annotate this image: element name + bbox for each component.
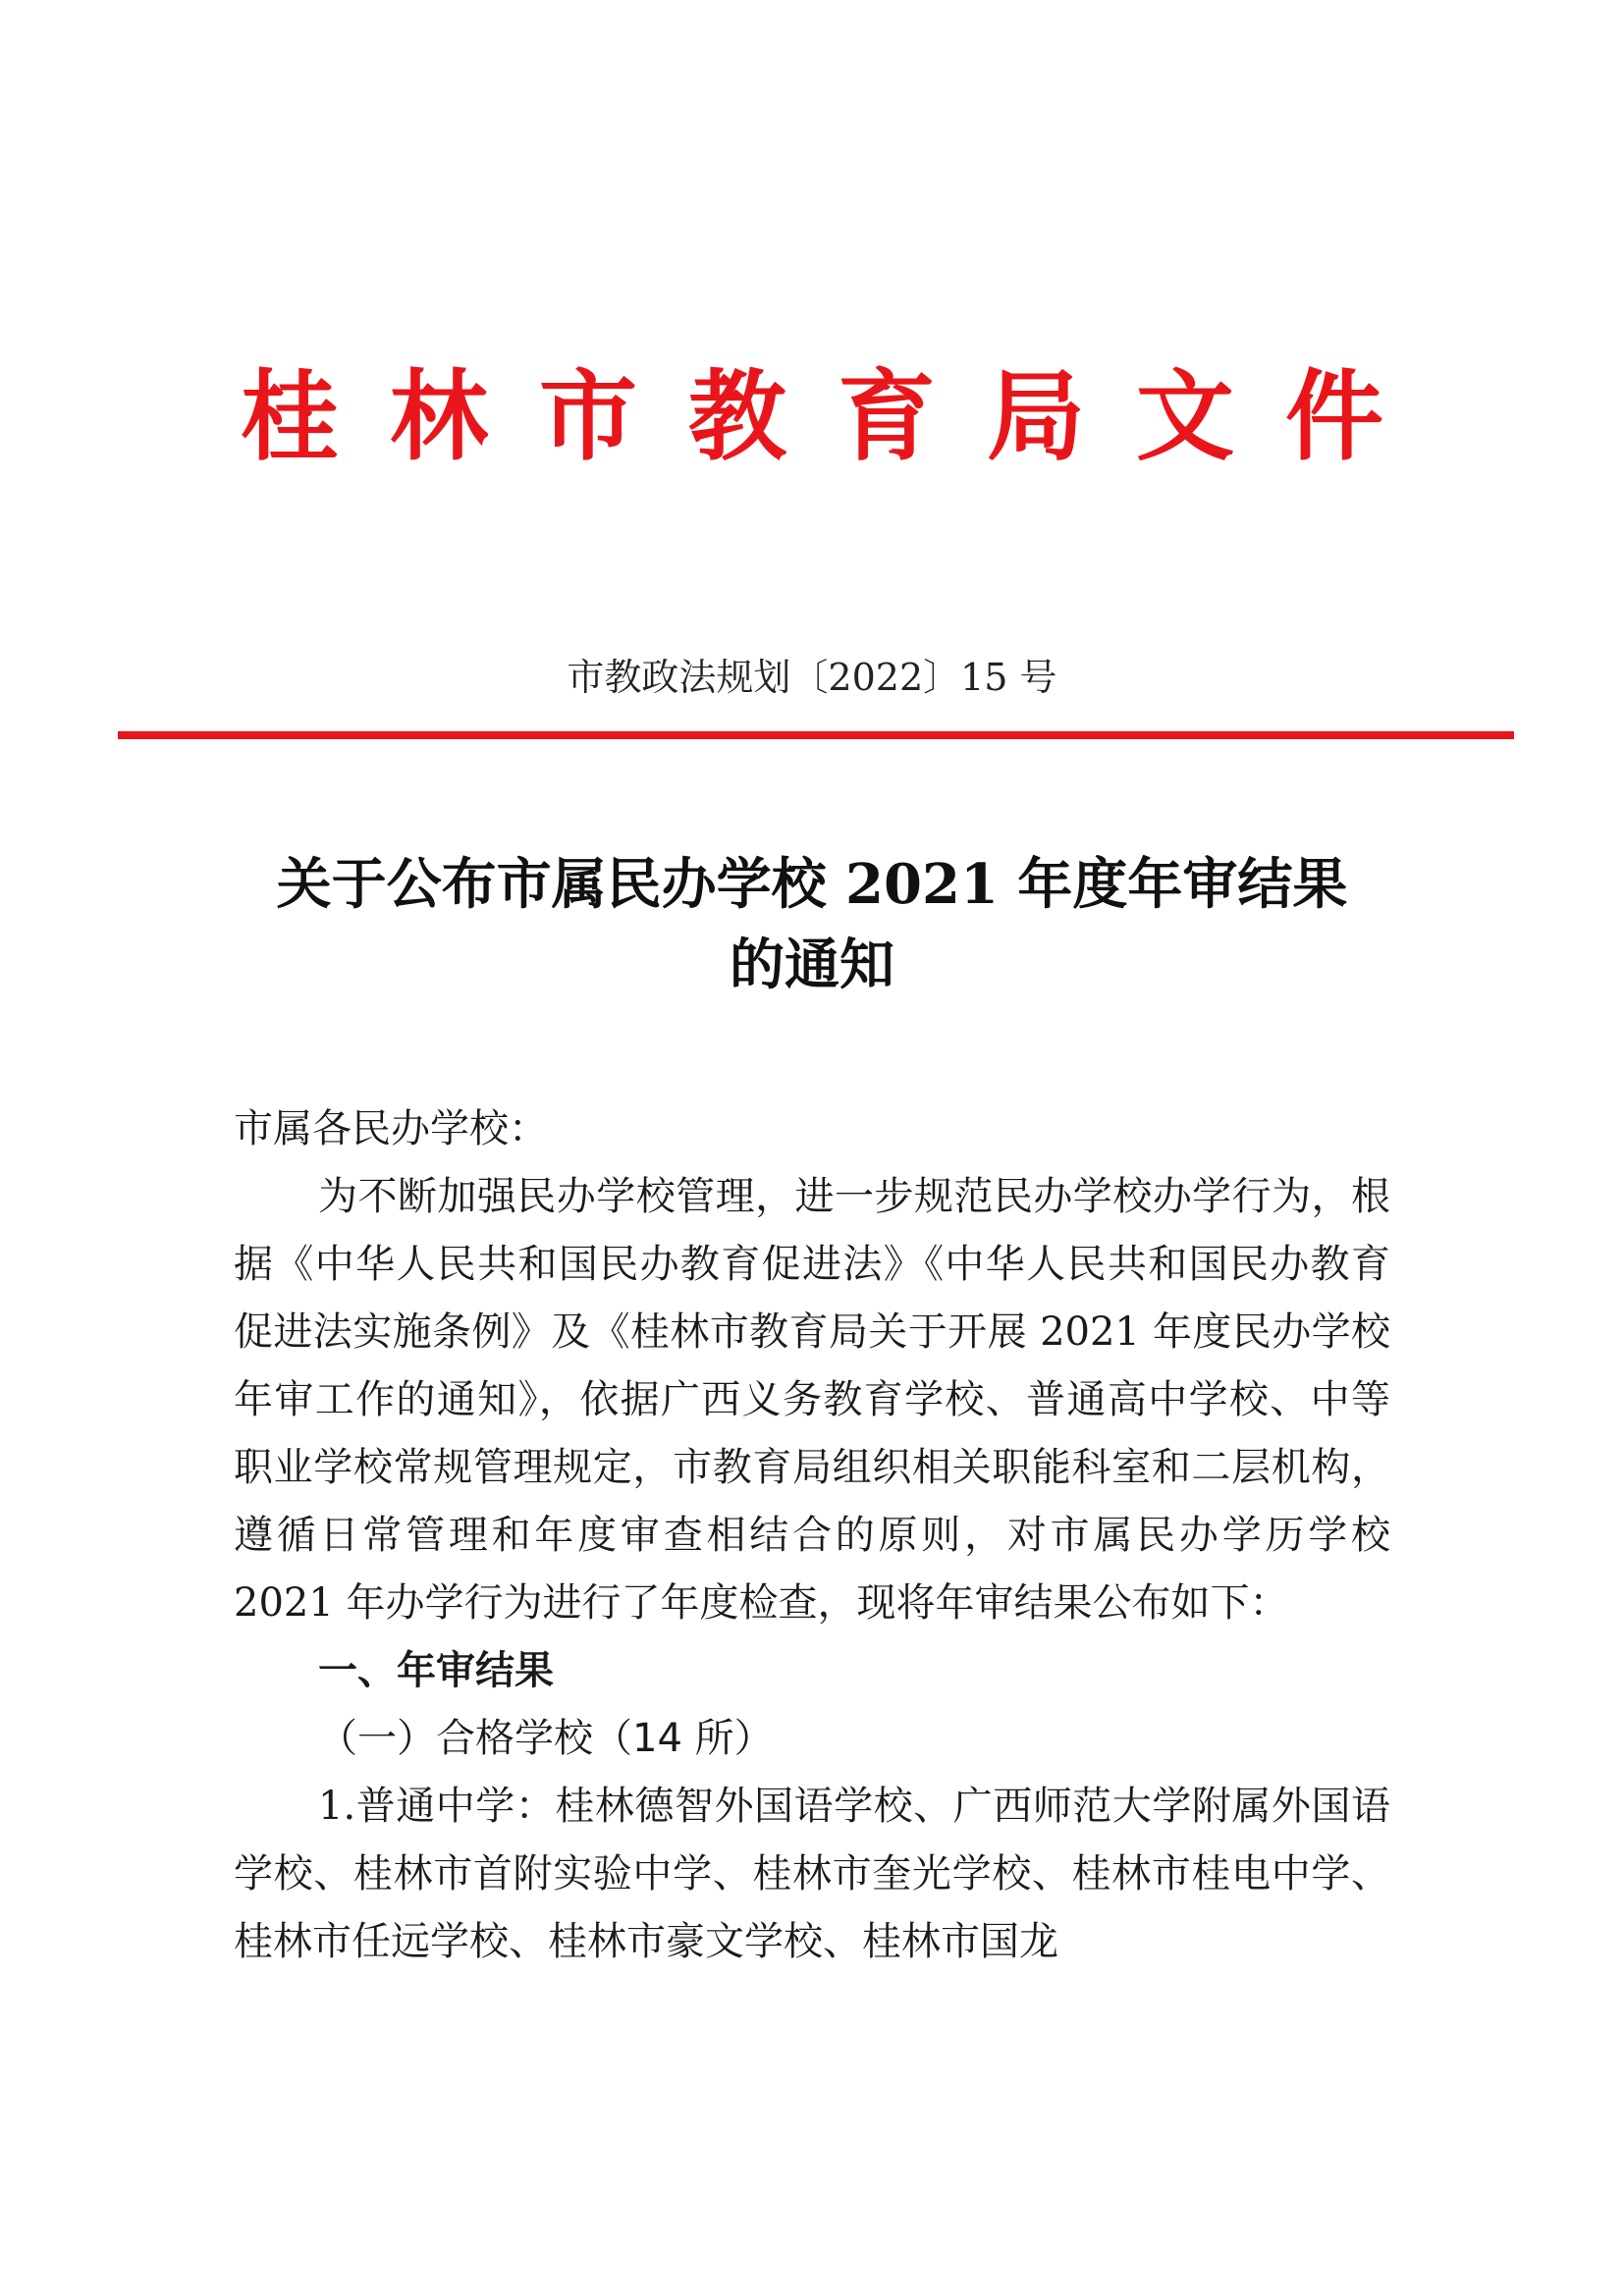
- subsection-heading-qualified: （一）合格学校（14 所）: [318, 1716, 774, 1761]
- masthead-title: 桂林市教育局文件: [241, 359, 1435, 474]
- notice-title: [196, 844, 1428, 1005]
- list-item-ordinary-middle-schools: 1.普通中学：桂林德智外国语学校、广西师范大学附属外国语学校、桂林市首附实验中学、桂林市奎光学校、桂林市桂电中学、桂林市任远学校、桂林市豪文学校、桂林市国龙: [234, 1784, 1390, 1964]
- document-number: 市教政法规划〔2022〕15 号: [567, 656, 1057, 699]
- section-heading-results: 一、年审结果: [318, 1648, 554, 1693]
- intro-paragraph: 为不断加强民办学校管理，进一步规范民办学校办学行为，根据《中华人民共和国民办教育促进法》《中华人民共和国民办教育促进法实施条例》及《桂林市教育局关于开展 2021 年度民办学校年审工作的通知》，依据广西义务教育学校、普通高中学校、中等职业学校常规管理规定，市教育局组织相关职能科室和二层机构，遵循日常管理和年度审查相结合的原则，对市属民办学历学校 2021 年办学行为进行了年度检查，现将年审结果公布如下：: [234, 1174, 1390, 1626]
- salutation: 市属各民办学校：: [234, 1106, 548, 1151]
- notice-title-line-2: 的通知: [730, 933, 894, 997]
- red-divider-line: [118, 731, 1514, 739]
- notice-body: [234, 1095, 1390, 1976]
- notice-title-line-1: 关于公布市属民办学校 2021 年度年审结果: [276, 852, 1348, 917]
